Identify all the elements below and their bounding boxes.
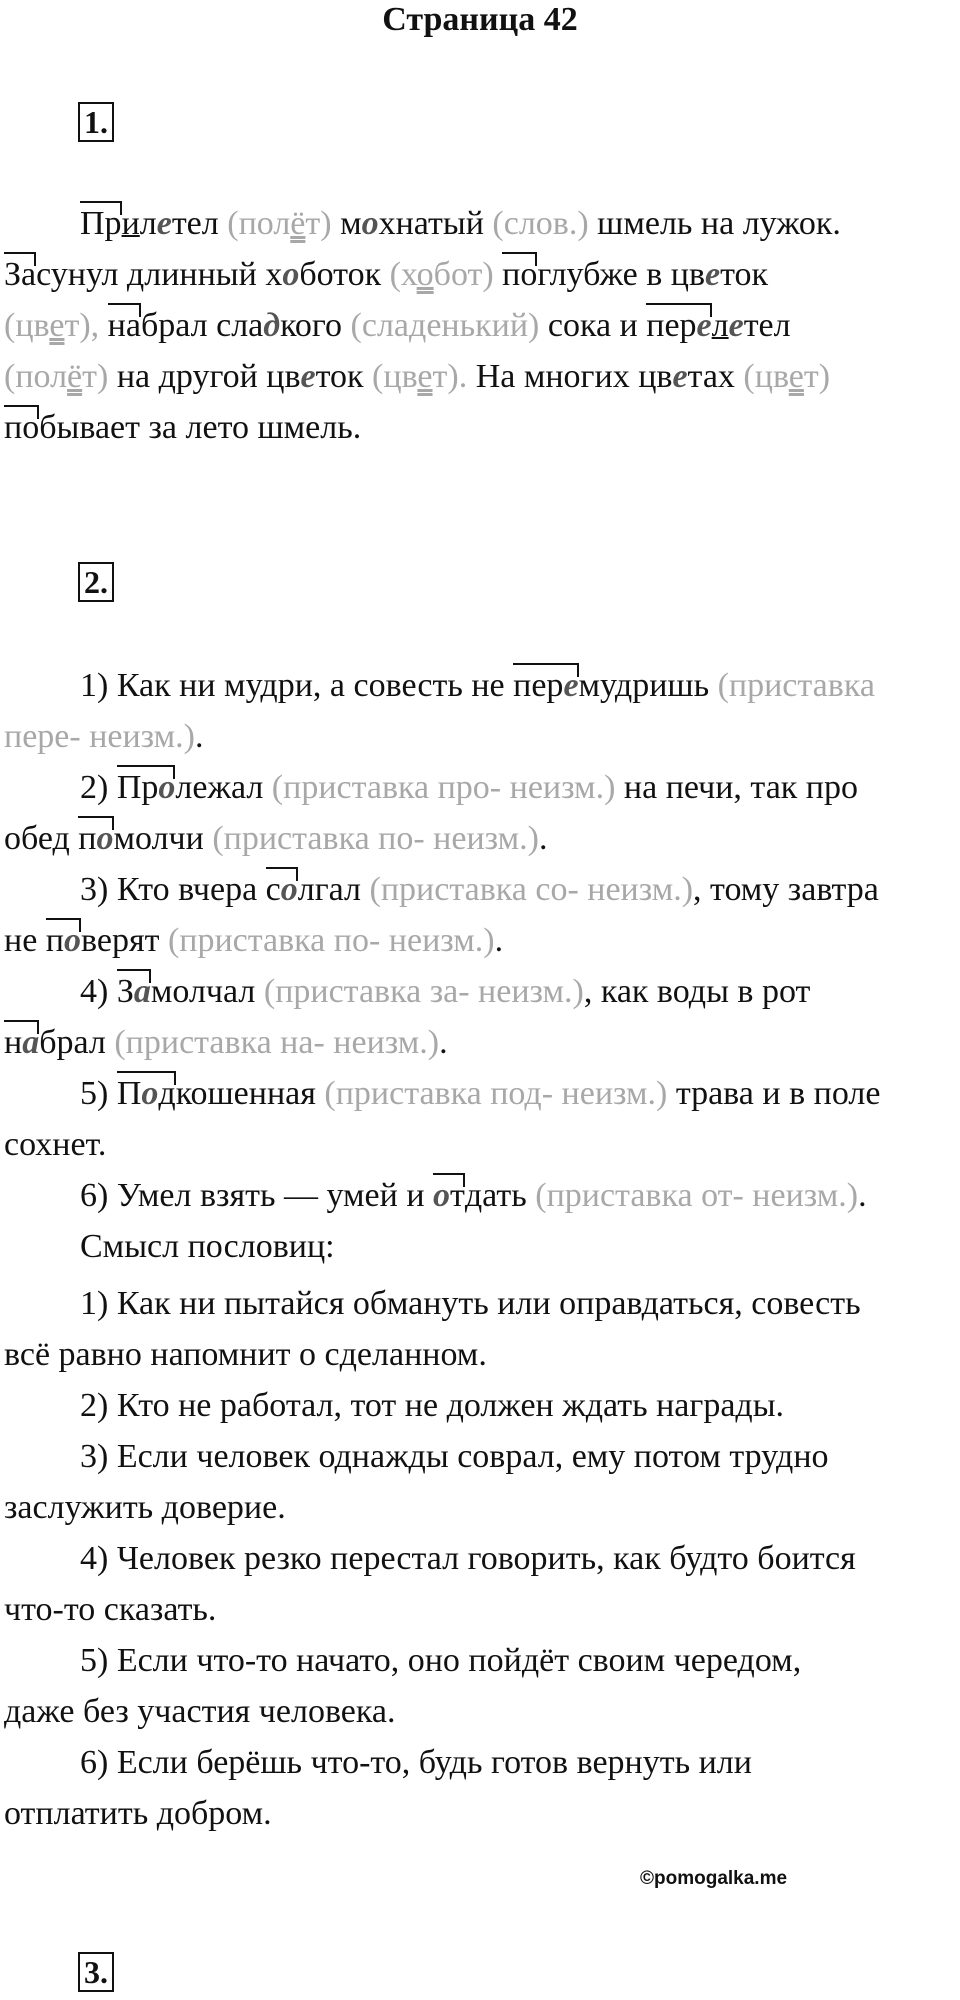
proverb-1-line-2: пере- неизм.).	[4, 718, 204, 755]
task1-line-3: (цвет), набрал сладкого (сладенький) сока и перелетел	[4, 300, 791, 351]
prefix-mark: по	[78, 813, 113, 864]
task1-line-2: Засунул длинный хоботок (хобот) поглубже в цветок	[4, 249, 768, 300]
prefix-mark: от	[433, 1170, 465, 1221]
meaning-title: Смысл пословиц:	[80, 1228, 335, 1265]
prefix-mark: За	[4, 249, 36, 300]
meaning-4-line-1: 4) Человек резко перестал говорить, как будто боится	[80, 1540, 856, 1577]
proverb-6: 6) Умел взять — умей и отдать (приставка от- неизм.).	[4, 1170, 867, 1221]
prefix-mark: на	[4, 1017, 39, 1068]
hint: (приставка на- неизм.)	[114, 1024, 440, 1061]
hint: (полёт)	[227, 205, 332, 242]
meaning-3-line-1: 3) Если человек однажды соврал, ему потом трудно	[80, 1438, 829, 1475]
meaning-3-line-2: заслужить доверие.	[4, 1489, 286, 1526]
prefix-mark: За	[117, 966, 151, 1017]
proverb-1-line-1: 1) Как ни мудри, а совесть не перемудришь (приставка	[4, 660, 875, 711]
hint: (полёт)	[4, 358, 109, 395]
hint: (приставка про- неизм.)	[271, 769, 616, 806]
hint: пере- неизм.)	[4, 718, 195, 755]
task1-line-1: Прилетел (полёт) мохнатый (слов.) шмель на лужок.	[4, 198, 841, 249]
hint: (приставка со- неизм.)	[369, 871, 694, 908]
task-number-2: 2.	[78, 562, 114, 602]
prefix-mark: по	[4, 402, 39, 453]
task-number-3: 3.	[78, 1952, 114, 1992]
hint: (приставка по- неизм.)	[212, 820, 539, 857]
prefix-mark: пере	[646, 300, 711, 351]
meaning-2-line-1: 2) Кто не работал, тот не должен ждать награды.	[80, 1387, 785, 1424]
page-title: Страница 42	[382, 1, 578, 38]
proverb-4-line-2: набрал (приставка на- неизм.).	[4, 1017, 448, 1068]
meaning-6-line-2: отплатить добром.	[4, 1795, 272, 1832]
meaning-4-line-2: что-то сказать.	[4, 1591, 217, 1628]
prefix-mark: по	[502, 249, 537, 300]
prefix-mark: по	[46, 915, 81, 966]
hint: (цвет)	[743, 358, 831, 395]
hint: (приставка под- неизм.)	[324, 1075, 668, 1112]
hint: (цвет).	[372, 358, 468, 395]
meaning-6-line-1: 6) Если берёшь что-то, будь готов вернуть или	[80, 1744, 752, 1781]
proverb-3-line-2: не поверят (приставка по- неизм.).	[4, 915, 503, 966]
prefix-mark: Пр	[80, 198, 122, 249]
hint: (сладенький)	[350, 307, 540, 344]
hint: (приставка за- неизм.)	[263, 973, 584, 1010]
task1-line-4: (полёт) на другой цветок (цвет). На многих цветах (цвет)	[4, 358, 831, 395]
proverb-2-line-1: 2) Пролежал (приставка про- неизм.) на печи, так про	[4, 762, 858, 813]
proverb-5-line-1: 5) Подкошенная (приставка под- неизм.) трава и в поле	[4, 1068, 880, 1119]
meaning-5-line-2: даже без участия человека.	[4, 1693, 396, 1730]
hint: (приставка	[717, 667, 875, 704]
proverb-4-line-1: 4) Замолчал (приставка за- неизм.), как воды в рот	[4, 966, 810, 1017]
hint: (хобот)	[389, 256, 494, 293]
hint: (приставка по- неизм.)	[167, 922, 495, 959]
proverb-5-line-2: сохнет.	[4, 1126, 107, 1163]
prefix-mark: Про	[117, 762, 176, 813]
proverb-2-line-2: обед помолчи (приставка по- неизм.).	[4, 813, 547, 864]
prefix-mark: пере	[513, 660, 578, 711]
meaning-5-line-1: 5) Если что-то начато, оно пойдёт своим чередом,	[80, 1642, 802, 1679]
prefix-mark: Под	[117, 1068, 176, 1119]
hint: (приставка от- неизм.)	[535, 1177, 859, 1214]
meaning-1-line-2: всё равно напомнит о сделанном.	[4, 1336, 487, 1373]
footer-watermark: ©pomogalka.me	[640, 1868, 788, 1889]
task-number-1: 1.	[78, 102, 114, 142]
hint: (слов.)	[492, 205, 589, 242]
proverb-3-line-1: 3) Кто вчера солгал (приставка со- неизм.), тому завтра	[4, 864, 879, 915]
hint: (цвет),	[4, 307, 100, 344]
meaning-1-line-1: 1) Как ни пытайся обмануть или оправдаться, совесть	[80, 1285, 861, 1322]
task1-line-5: побывает за лето шмель.	[4, 402, 361, 453]
prefix-mark: со	[266, 864, 298, 915]
prefix-mark: на	[108, 300, 141, 351]
